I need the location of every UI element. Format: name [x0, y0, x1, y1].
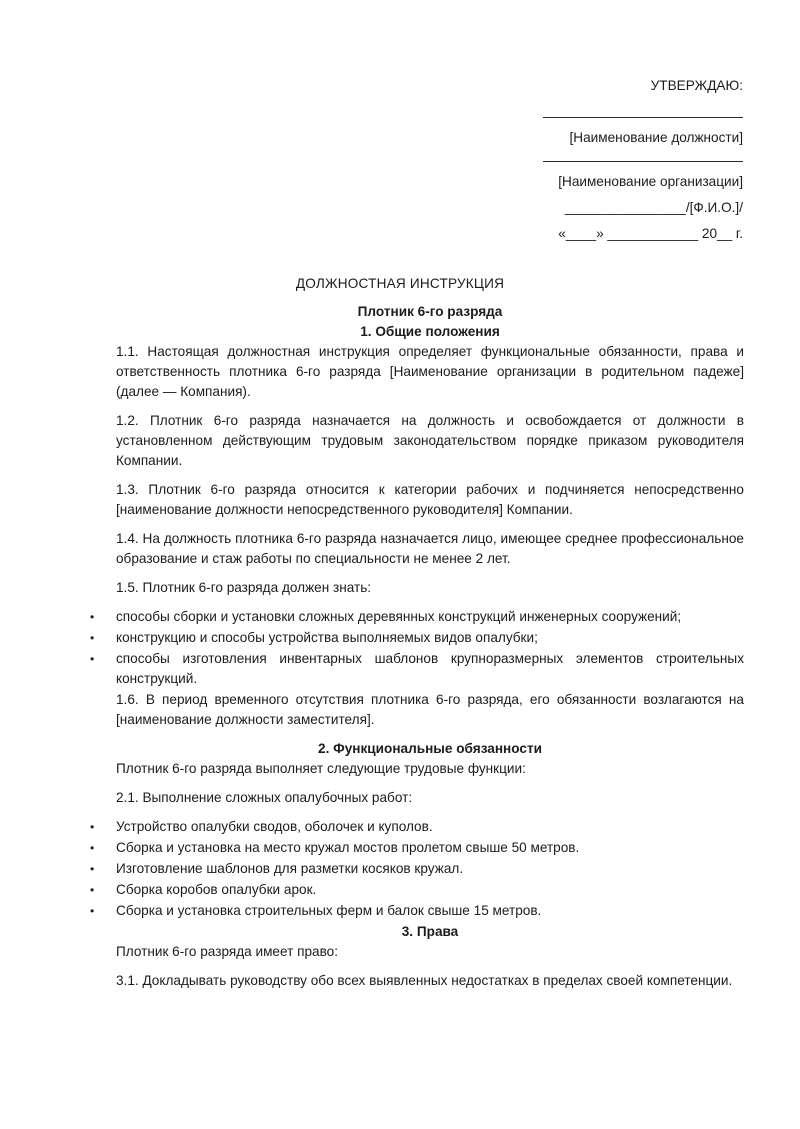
paragraph-1-4: 1.4. На должность плотника 6-го разряда назначается лицо, имеющее среднее профессиональное образование и стаж работы по специальности не менее 2 лет.	[116, 531, 744, 566]
approval-organization-placeholder: [Наименование организации]	[558, 173, 743, 189]
list-item: • Сборка и установка на место кружал мостов пролетом свыше 50 метров.	[116, 838, 744, 858]
approval-block	[483, 78, 743, 243]
document-body	[90, 302, 744, 1000]
list-item: • Изготовление шаблонов для разметки косяков кружал.	[116, 859, 744, 879]
knowledge-list	[90, 607, 744, 689]
bullet-icon: •	[90, 652, 95, 666]
bullet-icon: •	[90, 820, 95, 834]
approval-heading: УТВЕРЖДАЮ:	[650, 78, 743, 93]
section-2-intro: Плотник 6-го разряда выполняет следующие трудовые функции:	[116, 761, 526, 776]
list-item: • способы сборки и установки сложных деревянных конструкций инженерных сооружений;	[116, 607, 744, 627]
bullet-icon: •	[90, 904, 95, 918]
list-item: • способы изготовления инвентарных шаблонов крупноразмерных элементов строительных конструкций.	[90, 651, 744, 686]
document-title: ДОЛЖНОСТНАЯ ИНСТРУКЦИЯ	[295, 276, 505, 291]
bullet-icon: •	[90, 862, 95, 876]
approval-position-placeholder: [Наименование должности]	[569, 129, 743, 145]
paragraph-1-2: 1.2. Плотник 6-го разряда назначается на должность и освобождается от должности в установленном действующим трудовым законодательством порядке приказом руководителя Компании.	[116, 413, 744, 468]
approval-date-line: «____» ____________ 20__ г.	[558, 225, 743, 241]
paragraph-1-1: 1.1. Настоящая должностная инструкция определяет функциональные обязанности, права и ответственность плотника 6-го разряда [Наименование организации в родительном падеже] (далее — Компания).	[116, 344, 744, 399]
bullet-icon: •	[90, 631, 95, 645]
document-subtitle: Плотник 6-го разряда	[357, 304, 503, 319]
section-3-heading: 3. Права	[401, 924, 459, 939]
list-item: • конструкцию и способы устройства выполняемых видов опалубки;	[116, 628, 744, 648]
bullet-icon: •	[90, 883, 95, 897]
duties-list	[90, 817, 744, 921]
approval-signature-line: ________________/[Ф.И.О.]/	[564, 199, 743, 215]
paragraph-1-6: 1.6. В период временного отсутствия плотника 6-го разряда, его обязанности возлагаются на [наименование должности заместителя].	[116, 692, 744, 727]
list-item: • Сборка и установка строительных ферм и балок свыше 15 метров.	[116, 901, 744, 921]
paragraph-2-1: 2.1. Выполнение сложных опалубочных работ:	[116, 790, 413, 805]
paragraph-1-5: 1.5. Плотник 6-го разряда должен знать:	[116, 580, 372, 595]
bullet-icon: •	[90, 841, 95, 855]
section-1-heading: 1. Общие положения	[360, 324, 500, 339]
section-2-heading: 2. Функциональные обязанности	[318, 741, 542, 756]
section-3-intro: Плотник 6-го разряда имеет право:	[116, 944, 338, 959]
bullet-icon: •	[90, 610, 95, 624]
paragraph-3-1: 3.1. Докладывать руководству обо всех выявленных недостатках в пределах своей компетенции.	[116, 973, 733, 988]
list-item: • Устройство опалубки сводов, оболочек и куполов.	[116, 817, 744, 837]
paragraph-1-3: 1.3. Плотник 6-го разряда относится к категории рабочих и подчиняется непосредственно [наименование должности непосредственного руководителя] Компании.	[116, 482, 744, 517]
list-item: • Сборка коробов опалубки арок.	[116, 880, 744, 900]
